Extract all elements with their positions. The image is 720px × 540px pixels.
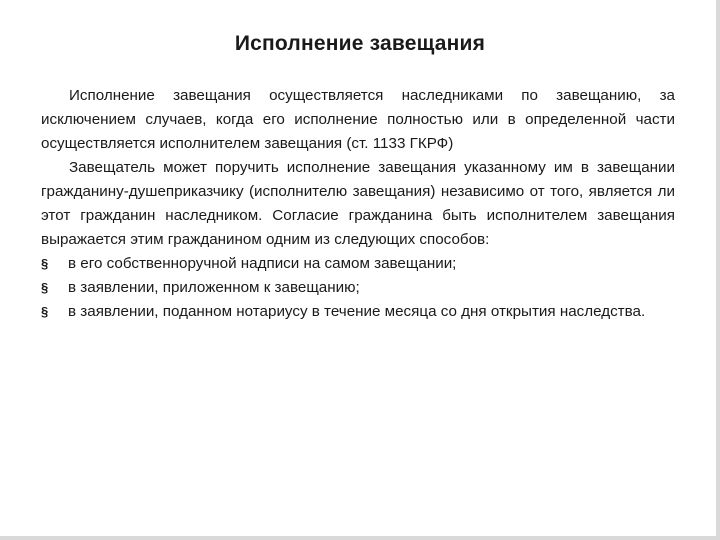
list-item-text: в его собственноручной надписи на самом завещании; (68, 255, 457, 272)
list-item (41, 276, 675, 300)
list-item-text: в заявлении, приложенном к завещанию; (68, 279, 360, 296)
slide-body (41, 84, 675, 324)
section-sign-icon: § (41, 256, 49, 271)
bullet-list (41, 252, 675, 324)
section-sign-icon: § (41, 280, 49, 295)
paragraph-1: Исполнение завещания осуществляется наследниками по завещанию, за исключением случаев, когда его исполнение полностью или в определенной части осуществляется исполнителем завещания (ст. 1133 ГКРФ) (41, 87, 675, 152)
list-item-text: в заявлении, поданном нотариусу в течение месяца со дня открытия наследства. (68, 303, 646, 320)
paragraph-2: Завещатель может поручить исполнение завещания указанному им в завещании гражданину-душеприказчику (исполнителю завещания) независимо от того, является ли этот гражданин наследником. Согласие гражданина быть исполнителем завещания выражается этим гражданином одним из следующих способов: (41, 159, 675, 248)
list-item (41, 300, 675, 324)
slide-title: Исполнение завещания (234, 32, 486, 55)
list-item (41, 252, 675, 276)
section-sign-icon: § (41, 304, 49, 319)
